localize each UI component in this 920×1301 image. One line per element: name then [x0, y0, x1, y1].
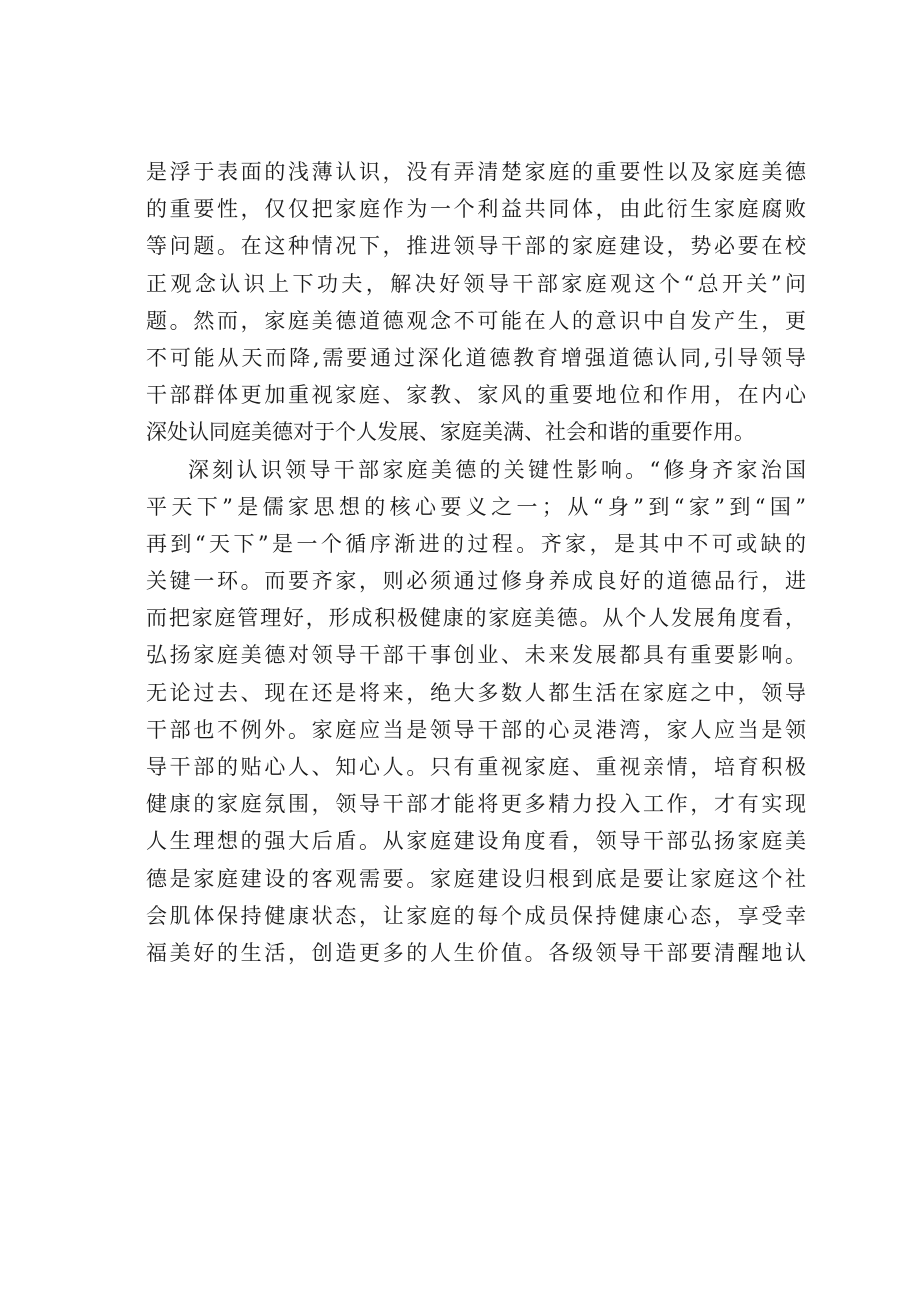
text-line: 而把家庭管理好，形成积极健康的家庭美德。从个人发展角度看， [146, 606, 806, 631]
body-text [146, 154, 806, 972]
text-line: 深刻认识领导干部家庭美德的关键性影响。“修身齐家治国 [188, 457, 806, 482]
paragraph-2 [146, 452, 806, 973]
text-line: 福美好的生活，创造更多的人生价值。各级领导干部要清醒地认 [146, 940, 806, 965]
text-line: 平天下”是儒家思想的核心要义之一；从“身”到“家”到“国” [146, 494, 806, 519]
text-line: 无论过去、现在还是将来，绝大多数人都生活在家庭之中，领导 [146, 680, 806, 705]
text-line: 健康的家庭氛围，领导干部才能将更多精力投入工作，才有实现 [146, 792, 806, 817]
text-line: 人生理想的强大后盾。从家庭建设角度看，领导干部弘扬家庭美 [146, 829, 806, 854]
text-line: 弘扬家庭美德对领导干部干事创业、未来发展都具有重要影响。 [146, 643, 806, 668]
text-line: 的重要性，仅仅把家庭作为一个利益共同体，由此衍生家庭腐败 [146, 197, 806, 222]
text-line: 德是家庭建设的客观需要。家庭建设归根到底是要让家庭这个社 [146, 866, 806, 891]
text-line: 会肌体保持健康状态，让家庭的每个成员保持健康心态，享受幸 [146, 903, 806, 928]
text-line: 等问题。在这种情况下，推进领导干部的家庭建设，势必要在校 [146, 234, 806, 259]
text-line: 干部群体更加重视家庭、家教、家风的重要地位和作用，在内心 [146, 383, 806, 408]
text-line: 深处认同庭美德对于个人发展、家庭美满、社会和谐的重要作用。 [146, 420, 755, 445]
paragraph-1 [146, 154, 806, 452]
text-line: 题。然而，家庭美德道德观念不可能在人的意识中自发产生，更 [146, 308, 806, 333]
text-line: 是浮于表面的浅薄认识，没有弄清楚家庭的重要性以及家庭美德 [146, 160, 806, 184]
text-line: 干部也不例外。家庭应当是领导干部的心灵港湾，家人应当是领 [146, 717, 806, 742]
text-line: 再到“天下”是一个循序渐进的过程。齐家，是其中不可或缺的 [146, 531, 806, 556]
text-line: 不可能从天而降,需要通过深化道德教育增强道德认同,引导领导 [146, 345, 806, 370]
text-line: 导干部的贴心人、知心人。只有重视家庭、重视亲情，培育积极 [146, 755, 806, 779]
text-line: 正观念认识上下功夫，解决好领导干部家庭观这个“总开关”问 [146, 271, 806, 296]
text-line: 关键一环。而要齐家，则必须通过修身养成良好的道德品行，进 [146, 569, 806, 594]
